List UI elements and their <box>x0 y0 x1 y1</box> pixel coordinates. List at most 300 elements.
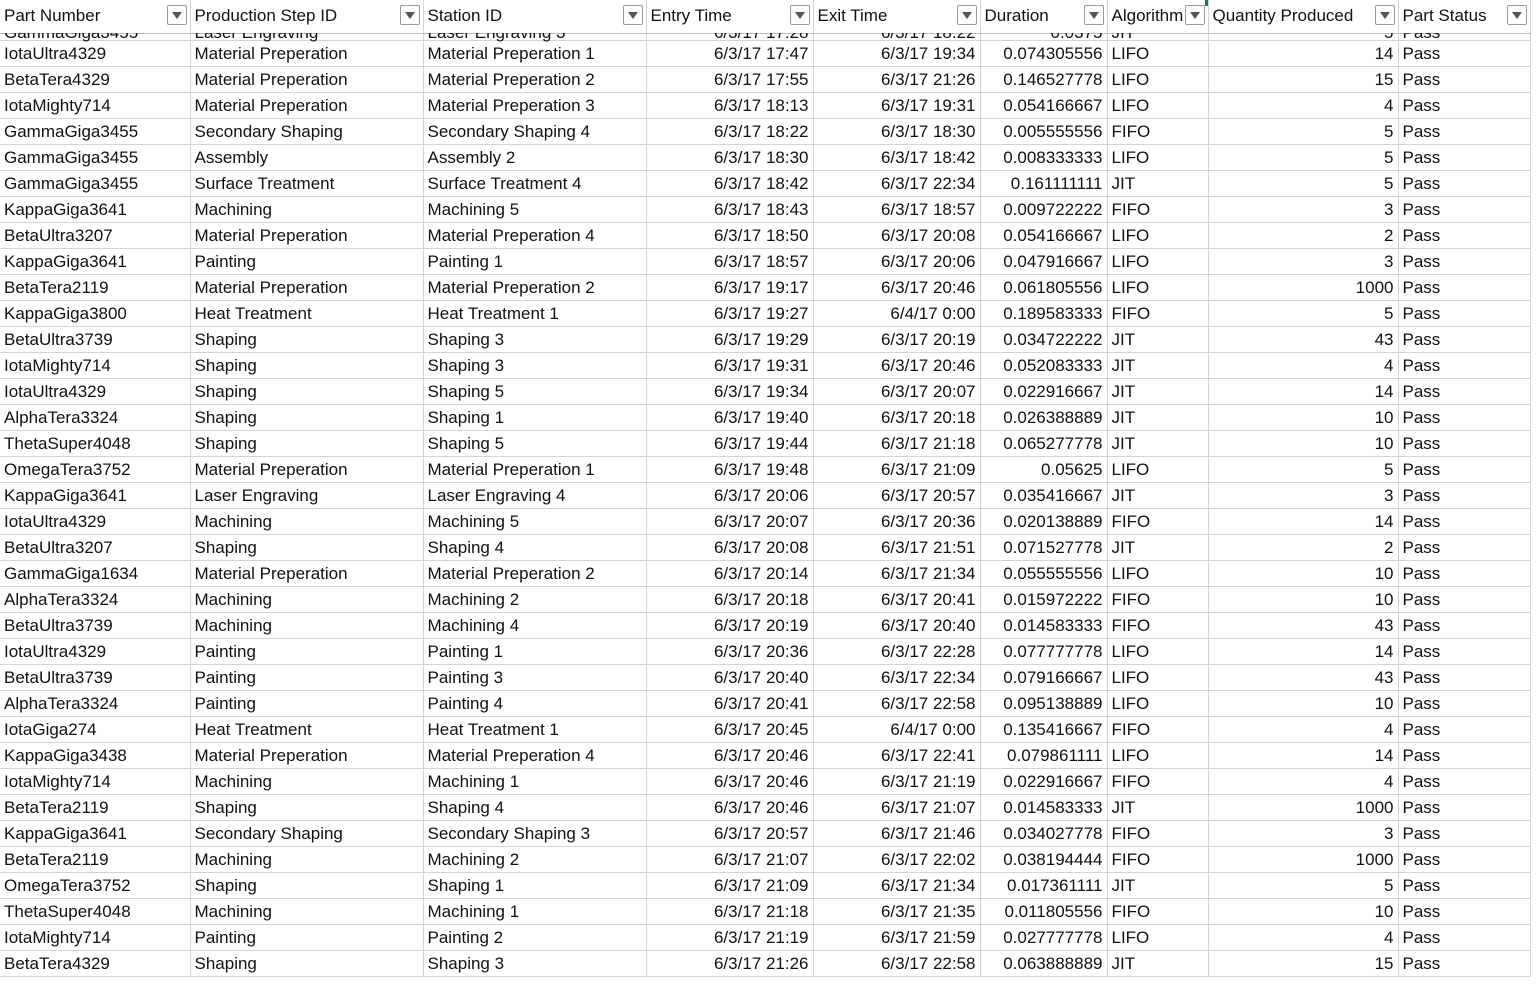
table-row[interactable] <box>0 846 1530 872</box>
table-cell[interactable] <box>1107 586 1208 612</box>
table-cell[interactable] <box>1398 664 1530 690</box>
table-cell[interactable] <box>1398 66 1530 92</box>
table-cell[interactable] <box>1107 534 1208 560</box>
table-cell[interactable] <box>1208 690 1398 716</box>
table-cell[interactable] <box>980 742 1107 768</box>
table-cell[interactable] <box>190 40 423 66</box>
table-cell[interactable] <box>1107 690 1208 716</box>
table-cell[interactable] <box>980 768 1107 794</box>
table-cell[interactable] <box>190 33 423 40</box>
table-cell[interactable] <box>1398 430 1530 456</box>
table-cell[interactable] <box>813 482 980 508</box>
table-cell[interactable] <box>1107 560 1208 586</box>
table-cell[interactable] <box>980 664 1107 690</box>
table-cell[interactable] <box>1398 794 1530 820</box>
table-cell[interactable] <box>1107 820 1208 846</box>
table-cell[interactable] <box>646 118 813 144</box>
table-row[interactable] <box>0 170 1530 196</box>
table-cell[interactable] <box>1398 404 1530 430</box>
table-cell[interactable] <box>0 196 190 222</box>
table-cell[interactable] <box>813 404 980 430</box>
table-cell[interactable] <box>646 196 813 222</box>
table-cell[interactable] <box>980 846 1107 872</box>
table-cell[interactable] <box>0 846 190 872</box>
table-cell[interactable] <box>980 612 1107 638</box>
table-cell[interactable] <box>1398 352 1530 378</box>
table-cell[interactable] <box>1208 92 1398 118</box>
table-cell[interactable] <box>423 404 646 430</box>
table-cell[interactable] <box>1208 560 1398 586</box>
table-cell[interactable] <box>190 612 423 638</box>
table-row[interactable] <box>0 352 1530 378</box>
table-cell[interactable] <box>646 716 813 742</box>
table-cell[interactable] <box>0 664 190 690</box>
table-cell[interactable] <box>0 66 190 92</box>
table-cell[interactable] <box>813 300 980 326</box>
table-cell[interactable] <box>980 872 1107 898</box>
table-cell[interactable] <box>1208 430 1398 456</box>
table-cell[interactable] <box>1107 196 1208 222</box>
table-cell[interactable] <box>980 508 1107 534</box>
table-cell[interactable] <box>646 664 813 690</box>
table-cell[interactable] <box>646 482 813 508</box>
table-cell[interactable] <box>980 378 1107 404</box>
column-header[interactable] <box>1107 0 1208 33</box>
table-cell[interactable] <box>0 482 190 508</box>
table-cell[interactable] <box>1398 222 1530 248</box>
table-cell[interactable] <box>190 508 423 534</box>
table-cell[interactable] <box>1398 456 1530 482</box>
table-cell[interactable] <box>1398 300 1530 326</box>
table-cell[interactable] <box>1107 508 1208 534</box>
table-cell[interactable] <box>423 92 646 118</box>
table-cell[interactable] <box>813 716 980 742</box>
column-header[interactable] <box>1208 0 1398 33</box>
table-cell[interactable] <box>980 586 1107 612</box>
table-cell[interactable] <box>646 33 813 40</box>
table-cell[interactable] <box>190 248 423 274</box>
table-cell[interactable] <box>1398 638 1530 664</box>
table-cell[interactable] <box>646 222 813 248</box>
table-cell[interactable] <box>646 846 813 872</box>
table-cell[interactable] <box>813 40 980 66</box>
table-cell[interactable] <box>423 326 646 352</box>
table-cell[interactable] <box>1398 924 1530 950</box>
table-cell[interactable] <box>423 950 646 976</box>
table-cell[interactable] <box>646 898 813 924</box>
table-cell[interactable] <box>0 820 190 846</box>
table-cell[interactable] <box>423 898 646 924</box>
table-cell[interactable] <box>980 716 1107 742</box>
table-cell[interactable] <box>813 612 980 638</box>
table-cell[interactable] <box>646 794 813 820</box>
table-cell[interactable] <box>190 456 423 482</box>
table-cell[interactable] <box>190 586 423 612</box>
table-cell[interactable] <box>1208 66 1398 92</box>
table-cell[interactable] <box>0 612 190 638</box>
table-cell[interactable] <box>1107 638 1208 664</box>
table-cell[interactable] <box>190 846 423 872</box>
table-cell[interactable] <box>1107 664 1208 690</box>
table-cell[interactable] <box>980 92 1107 118</box>
table-cell[interactable] <box>1208 820 1398 846</box>
table-cell[interactable] <box>1208 924 1398 950</box>
table-cell[interactable] <box>1398 326 1530 352</box>
table-row[interactable] <box>0 430 1530 456</box>
table-cell[interactable] <box>646 352 813 378</box>
table-row-partial[interactable] <box>0 33 1530 40</box>
table-cell[interactable] <box>1398 508 1530 534</box>
table-cell[interactable] <box>813 352 980 378</box>
table-row[interactable] <box>0 66 1530 92</box>
table-cell[interactable] <box>0 716 190 742</box>
table-cell[interactable] <box>813 508 980 534</box>
table-cell[interactable] <box>980 352 1107 378</box>
table-row[interactable] <box>0 274 1530 300</box>
table-row[interactable] <box>0 768 1530 794</box>
table-cell[interactable] <box>423 560 646 586</box>
table-cell[interactable] <box>1208 586 1398 612</box>
table-cell[interactable] <box>813 33 980 40</box>
table-cell[interactable] <box>1398 716 1530 742</box>
table-cell[interactable] <box>0 586 190 612</box>
table-row[interactable] <box>0 638 1530 664</box>
table-cell[interactable] <box>1398 118 1530 144</box>
table-cell[interactable] <box>0 33 190 40</box>
table-cell[interactable] <box>1107 144 1208 170</box>
table-row[interactable] <box>0 40 1530 66</box>
table-cell[interactable] <box>813 846 980 872</box>
table-cell[interactable] <box>646 768 813 794</box>
table-cell[interactable] <box>646 560 813 586</box>
table-cell[interactable] <box>190 716 423 742</box>
table-cell[interactable] <box>190 92 423 118</box>
table-cell[interactable] <box>423 872 646 898</box>
table-cell[interactable] <box>980 560 1107 586</box>
table-cell[interactable] <box>1398 768 1530 794</box>
table-cell[interactable] <box>980 170 1107 196</box>
table-cell[interactable] <box>423 664 646 690</box>
table-cell[interactable] <box>646 92 813 118</box>
table-cell[interactable] <box>0 300 190 326</box>
table-cell[interactable] <box>980 794 1107 820</box>
table-cell[interactable] <box>190 898 423 924</box>
table-cell[interactable] <box>646 950 813 976</box>
table-cell[interactable] <box>980 300 1107 326</box>
table-cell[interactable] <box>0 456 190 482</box>
table-cell[interactable] <box>1398 846 1530 872</box>
table-cell[interactable] <box>813 664 980 690</box>
table-cell[interactable] <box>1208 274 1398 300</box>
table-cell[interactable] <box>1107 66 1208 92</box>
table-cell[interactable] <box>423 586 646 612</box>
table-row[interactable] <box>0 872 1530 898</box>
table-cell[interactable] <box>1398 950 1530 976</box>
table-row[interactable] <box>0 482 1530 508</box>
table-cell[interactable] <box>1107 326 1208 352</box>
table-cell[interactable] <box>1208 456 1398 482</box>
table-cell[interactable] <box>980 118 1107 144</box>
table-cell[interactable] <box>190 118 423 144</box>
table-cell[interactable] <box>0 924 190 950</box>
table-cell[interactable] <box>980 326 1107 352</box>
table-cell[interactable] <box>813 430 980 456</box>
table-cell[interactable] <box>646 326 813 352</box>
table-cell[interactable] <box>1398 690 1530 716</box>
table-cell[interactable] <box>1107 248 1208 274</box>
table-cell[interactable] <box>1208 872 1398 898</box>
table-row[interactable] <box>0 924 1530 950</box>
table-cell[interactable] <box>0 170 190 196</box>
table-cell[interactable] <box>1107 404 1208 430</box>
table-cell[interactable] <box>190 560 423 586</box>
table-cell[interactable] <box>1398 742 1530 768</box>
table-cell[interactable] <box>1398 92 1530 118</box>
table-cell[interactable] <box>0 274 190 300</box>
table-cell[interactable] <box>190 638 423 664</box>
table-cell[interactable] <box>980 222 1107 248</box>
table-row[interactable] <box>0 820 1530 846</box>
filter-dropdown-icon[interactable] <box>1084 5 1104 25</box>
table-row[interactable] <box>0 196 1530 222</box>
table-cell[interactable] <box>1107 742 1208 768</box>
table-cell[interactable] <box>1107 378 1208 404</box>
column-header[interactable] <box>980 0 1107 33</box>
table-cell[interactable] <box>1208 118 1398 144</box>
table-cell[interactable] <box>0 794 190 820</box>
table-cell[interactable] <box>190 482 423 508</box>
table-cell[interactable] <box>980 456 1107 482</box>
table-cell[interactable] <box>1208 508 1398 534</box>
table-cell[interactable] <box>423 222 646 248</box>
table-cell[interactable] <box>1398 170 1530 196</box>
table-cell[interactable] <box>1107 274 1208 300</box>
table-cell[interactable] <box>646 638 813 664</box>
table-cell[interactable] <box>1107 716 1208 742</box>
table-cell[interactable] <box>980 898 1107 924</box>
table-cell[interactable] <box>813 456 980 482</box>
column-header[interactable] <box>190 0 423 33</box>
table-cell[interactable] <box>0 118 190 144</box>
filter-dropdown-icon[interactable] <box>1375 5 1395 25</box>
table-cell[interactable] <box>190 794 423 820</box>
table-cell[interactable] <box>813 586 980 612</box>
table-cell[interactable] <box>646 66 813 92</box>
table-cell[interactable] <box>423 924 646 950</box>
table-cell[interactable] <box>1208 144 1398 170</box>
table-cell[interactable] <box>646 534 813 560</box>
table-cell[interactable] <box>646 690 813 716</box>
table-cell[interactable] <box>813 768 980 794</box>
table-cell[interactable] <box>190 820 423 846</box>
table-cell[interactable] <box>190 144 423 170</box>
table-cell[interactable] <box>1208 950 1398 976</box>
table-cell[interactable] <box>980 248 1107 274</box>
table-cell[interactable] <box>0 742 190 768</box>
table-cell[interactable] <box>0 248 190 274</box>
table-cell[interactable] <box>190 742 423 768</box>
table-cell[interactable] <box>1107 768 1208 794</box>
table-cell[interactable] <box>423 508 646 534</box>
table-row[interactable] <box>0 248 1530 274</box>
table-cell[interactable] <box>1208 768 1398 794</box>
table-cell[interactable] <box>190 300 423 326</box>
table-cell[interactable] <box>980 40 1107 66</box>
table-row[interactable] <box>0 404 1530 430</box>
table-cell[interactable] <box>1398 872 1530 898</box>
table-cell[interactable] <box>980 196 1107 222</box>
table-cell[interactable] <box>1107 170 1208 196</box>
table-cell[interactable] <box>1208 664 1398 690</box>
table-cell[interactable] <box>1107 352 1208 378</box>
filter-dropdown-icon[interactable] <box>167 5 187 25</box>
table-cell[interactable] <box>423 118 646 144</box>
table-cell[interactable] <box>423 248 646 274</box>
table-row[interactable] <box>0 118 1530 144</box>
table-cell[interactable] <box>813 66 980 92</box>
table-row[interactable] <box>0 716 1530 742</box>
table-cell[interactable] <box>1208 196 1398 222</box>
table-cell[interactable] <box>423 742 646 768</box>
table-cell[interactable] <box>1398 40 1530 66</box>
filter-dropdown-icon[interactable] <box>957 5 977 25</box>
table-cell[interactable] <box>0 92 190 118</box>
table-cell[interactable] <box>0 144 190 170</box>
table-cell[interactable] <box>1107 846 1208 872</box>
table-row[interactable] <box>0 950 1530 976</box>
table-cell[interactable] <box>190 170 423 196</box>
table-cell[interactable] <box>1398 482 1530 508</box>
table-cell[interactable] <box>646 430 813 456</box>
table-cell[interactable] <box>1208 170 1398 196</box>
table-cell[interactable] <box>1398 248 1530 274</box>
table-cell[interactable] <box>980 690 1107 716</box>
table-cell[interactable] <box>1208 300 1398 326</box>
table-cell[interactable] <box>1107 924 1208 950</box>
table-cell[interactable] <box>1107 612 1208 638</box>
table-cell[interactable] <box>423 820 646 846</box>
column-header[interactable] <box>1398 0 1530 33</box>
table-cell[interactable] <box>1208 534 1398 560</box>
table-cell[interactable] <box>1107 430 1208 456</box>
table-cell[interactable] <box>813 638 980 664</box>
table-cell[interactable] <box>813 950 980 976</box>
table-cell[interactable] <box>980 924 1107 950</box>
table-row[interactable] <box>0 378 1530 404</box>
table-cell[interactable] <box>423 690 646 716</box>
table-cell[interactable] <box>190 768 423 794</box>
table-cell[interactable] <box>190 196 423 222</box>
table-cell[interactable] <box>1398 33 1530 40</box>
table-cell[interactable] <box>423 794 646 820</box>
table-cell[interactable] <box>813 794 980 820</box>
table-cell[interactable] <box>1208 898 1398 924</box>
table-cell[interactable] <box>1208 482 1398 508</box>
table-cell[interactable] <box>190 950 423 976</box>
table-cell[interactable] <box>813 742 980 768</box>
table-cell[interactable] <box>1208 404 1398 430</box>
table-cell[interactable] <box>423 40 646 66</box>
table-cell[interactable] <box>1107 950 1208 976</box>
table-cell[interactable] <box>190 664 423 690</box>
table-row[interactable] <box>0 664 1530 690</box>
table-cell[interactable] <box>0 430 190 456</box>
table-cell[interactable] <box>646 456 813 482</box>
table-cell[interactable] <box>423 300 646 326</box>
table-cell[interactable] <box>980 274 1107 300</box>
table-cell[interactable] <box>646 274 813 300</box>
table-cell[interactable] <box>190 222 423 248</box>
table-cell[interactable] <box>0 638 190 664</box>
table-cell[interactable] <box>646 508 813 534</box>
column-header[interactable] <box>646 0 813 33</box>
table-cell[interactable] <box>1398 534 1530 560</box>
table-cell[interactable] <box>1208 716 1398 742</box>
table-cell[interactable] <box>0 872 190 898</box>
table-cell[interactable] <box>813 820 980 846</box>
table-cell[interactable] <box>1107 482 1208 508</box>
table-cell[interactable] <box>813 118 980 144</box>
table-cell[interactable] <box>1107 872 1208 898</box>
table-row[interactable] <box>0 690 1530 716</box>
column-header[interactable] <box>423 0 646 33</box>
table-cell[interactable] <box>1398 586 1530 612</box>
table-cell[interactable] <box>423 482 646 508</box>
table-row[interactable] <box>0 300 1530 326</box>
table-cell[interactable] <box>1398 378 1530 404</box>
table-cell[interactable] <box>980 638 1107 664</box>
table-cell[interactable] <box>813 872 980 898</box>
table-cell[interactable] <box>423 768 646 794</box>
table-cell[interactable] <box>1398 196 1530 222</box>
table-row[interactable] <box>0 144 1530 170</box>
table-cell[interactable] <box>813 378 980 404</box>
table-cell[interactable] <box>813 690 980 716</box>
column-header[interactable] <box>813 0 980 33</box>
table-cell[interactable] <box>190 534 423 560</box>
table-cell[interactable] <box>423 612 646 638</box>
table-row[interactable] <box>0 534 1530 560</box>
filter-dropdown-icon[interactable] <box>400 5 420 25</box>
table-cell[interactable] <box>646 586 813 612</box>
table-cell[interactable] <box>1208 378 1398 404</box>
table-cell[interactable] <box>190 404 423 430</box>
filter-dropdown-icon[interactable] <box>790 5 810 25</box>
table-cell[interactable] <box>646 300 813 326</box>
filter-dropdown-icon[interactable] <box>1507 5 1527 25</box>
table-cell[interactable] <box>1208 794 1398 820</box>
table-cell[interactable] <box>1107 794 1208 820</box>
table-cell[interactable] <box>0 898 190 924</box>
table-cell[interactable] <box>646 872 813 898</box>
table-cell[interactable] <box>1107 456 1208 482</box>
table-row[interactable] <box>0 92 1530 118</box>
table-cell[interactable] <box>190 352 423 378</box>
table-cell[interactable] <box>980 430 1107 456</box>
table-cell[interactable] <box>423 378 646 404</box>
table-cell[interactable] <box>1107 33 1208 40</box>
table-cell[interactable] <box>0 378 190 404</box>
table-cell[interactable] <box>813 144 980 170</box>
table-cell[interactable] <box>646 404 813 430</box>
table-cell[interactable] <box>423 170 646 196</box>
table-row[interactable] <box>0 508 1530 534</box>
table-cell[interactable] <box>423 638 646 664</box>
table-cell[interactable] <box>1208 846 1398 872</box>
table-cell[interactable] <box>190 274 423 300</box>
table-cell[interactable] <box>980 144 1107 170</box>
table-cell[interactable] <box>423 716 646 742</box>
